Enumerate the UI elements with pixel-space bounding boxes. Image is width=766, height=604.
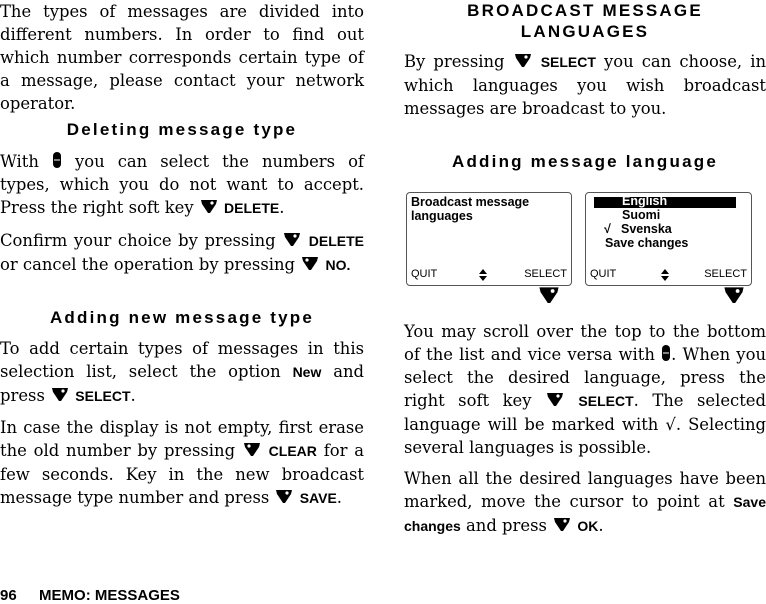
right-soft-key-icon [199,198,219,215]
heading-adding-message-language: Adding message language [452,152,718,171]
paragraph-clear: In case the display is not empty, first erase the old number by pressing CLEAR for a few seconds. Key in the new broadcast message type number and press SAVE. [0,418,364,507]
right-soft-key-icon [50,386,70,403]
right-soft-key-icon [537,285,561,305]
updown-arrow-icon [661,269,669,281]
phone-screen-language-list [585,192,752,286]
list-item-svenska[interactable]: Svenska [621,222,672,236]
screen-select-label: SELECT [704,268,747,280]
screen-menu-title: Broadcast message [411,195,530,209]
scroll-key-icon [52,151,62,169]
right-soft-key-icon [274,488,294,505]
list-item-english[interactable]: English [622,194,668,208]
paragraph-save-changes: When all the desired languages have been marked, move the cursor to point at Save changes and press OK. [404,469,766,535]
screen-quit-label: QUIT [411,268,438,280]
check-mark-icon: √ [604,222,611,236]
screen-menu-title-cont: languages [411,209,473,223]
left-soft-key-icon [300,255,320,272]
section-name: MEMO: MESSAGES [39,587,180,604]
page-title: BROADCAST MESSAGE LANGUAGES [467,1,703,41]
paragraph-delete: With you can select the numbers of types, which you do not want to accept. Press the right soft key DELETE. [0,152,365,217]
left-soft-key-icon [242,441,262,458]
right-soft-key-icon [552,516,572,533]
right-soft-key-icon [282,231,302,248]
page-number: 96 [0,587,17,604]
paragraph-select: By pressing SELECT you can choose, in which languages you wish broadcast messages are broadcast to you. [404,52,766,118]
paragraph-add-new: To add certain types of messages in this selection list, select the option New and press SELECT. [0,339,365,405]
paragraph-scroll: You may scroll over the top to the bottom of the list and vice versa with . When you select the desired language, press the right soft key SELECT. The selected language will be marked with √. Selecting several languages is possible. [404,322,766,457]
screen-quit-label: QUIT [590,268,617,280]
updown-arrow-icon [479,269,487,281]
intro-paragraph: The types of messages are divided into different numbers. In order to find out which number corresponds certain type of a message, please contact your network operator. [0,2,364,113]
paragraph-confirm: Confirm your choice by pressing DELETE or cancel the operation by pressing NO. [0,231,364,274]
screen-select-label: SELECT [524,268,567,280]
page-footer [0,587,180,604]
list-item-suomi[interactable]: Suomi [622,208,661,222]
scroll-key-icon [661,344,671,362]
right-soft-key-icon [722,285,746,305]
right-soft-key-icon [513,52,533,69]
check-mark-icon: √ [665,415,676,434]
phone-screen-broadcast-languages [406,192,572,286]
heading-adding-new-message-type: Adding new message type [49,308,315,327]
right-soft-key-icon [545,391,565,408]
heading-deleting-message-type: Deleting message type [66,120,298,139]
list-item-save-changes[interactable]: Save changes [605,236,689,250]
